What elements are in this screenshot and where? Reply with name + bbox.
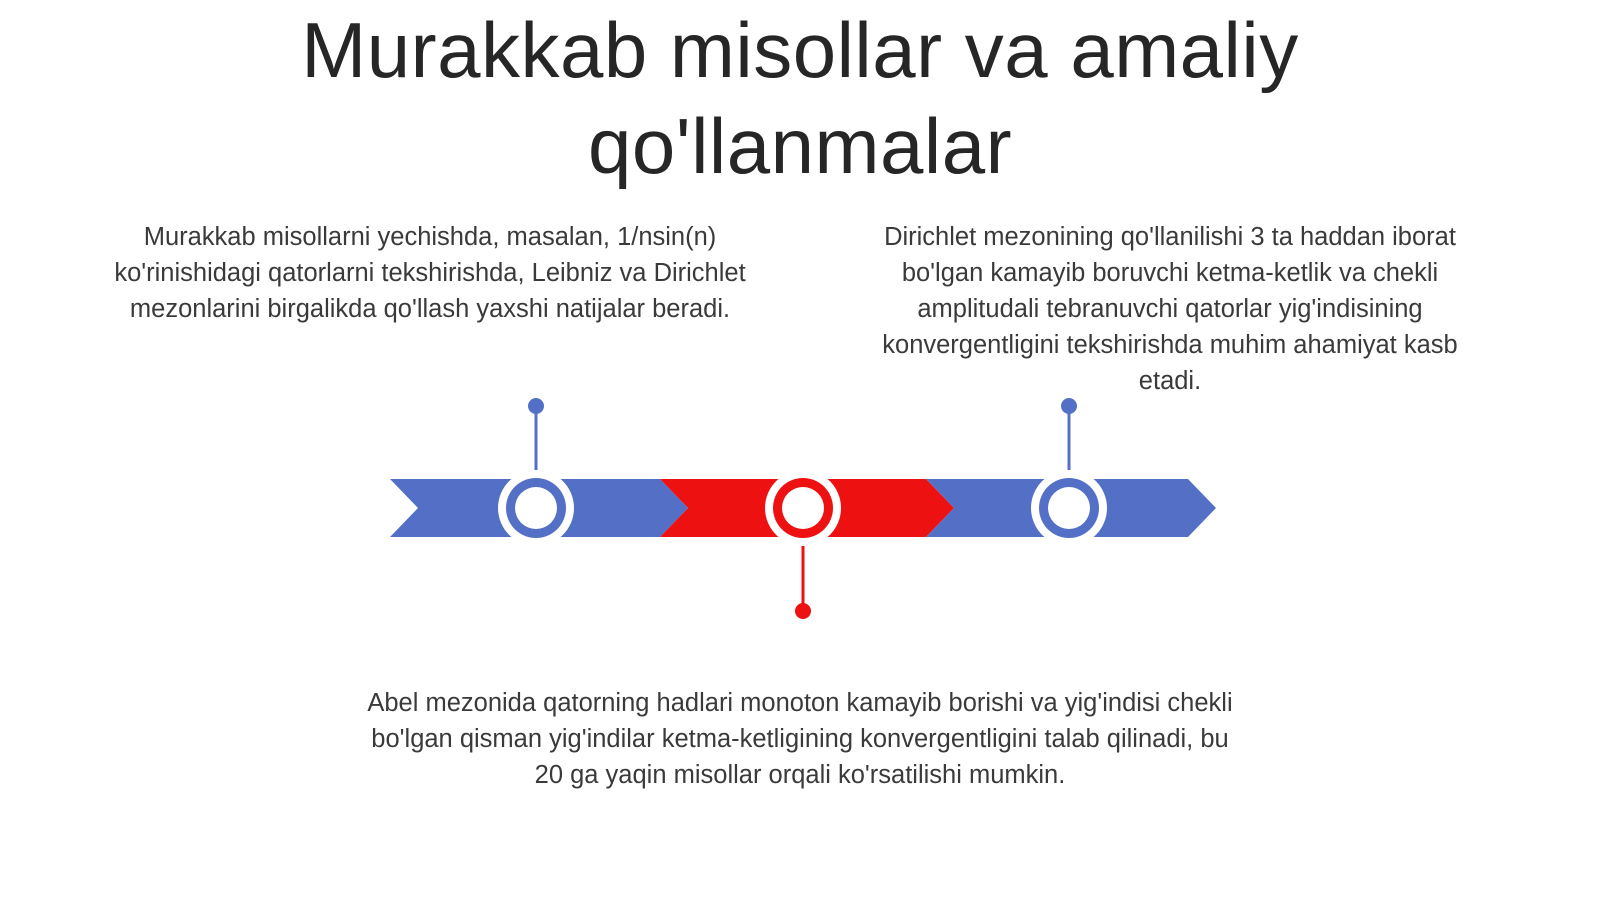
timeline-item-1-text: Murakkab misollarni yechishda, masalan, 1/nsin(n) ko'rinishidagi qatorlarni tekshirishda, Leibniz va Dirichlet mezonlarini birgalikda qo'llash yaxshi natijalar beradi.: [114, 223, 746, 323]
timeline-item-2-text: Abel mezonida qatorning hadlari monoton kamayib borishi va yig'indisi chekli bo'lgan qisman yig'indilar ketma-ketligining konvergentligini talab qilinadi, bu 20 ga yaqin misollar orqali ko'rsatilishi mumkin.: [367, 689, 1233, 789]
timeline-pin-3: [1061, 398, 1077, 414]
slide-title: Murakkab misollar va amaliy qo'llanmalar: [301, 6, 1299, 190]
timeline-node-1-center: [515, 487, 557, 529]
timeline-node-3-center: [1048, 487, 1090, 529]
timeline-pin-1: [528, 398, 544, 414]
timeline-pin-2: [795, 603, 811, 619]
timeline-node-2-center: [782, 487, 824, 529]
timeline-item-3-text: Dirichlet mezonining qo'llanilishi 3 ta haddan iborat bo'lgan kamayib boruvchi ketma-ketlik va chekli amplitudali tebranuvchi qatorlar yig'indisining konvergentligini tekshirishda muhim ahamiyat kasb etadi.: [882, 223, 1458, 395]
